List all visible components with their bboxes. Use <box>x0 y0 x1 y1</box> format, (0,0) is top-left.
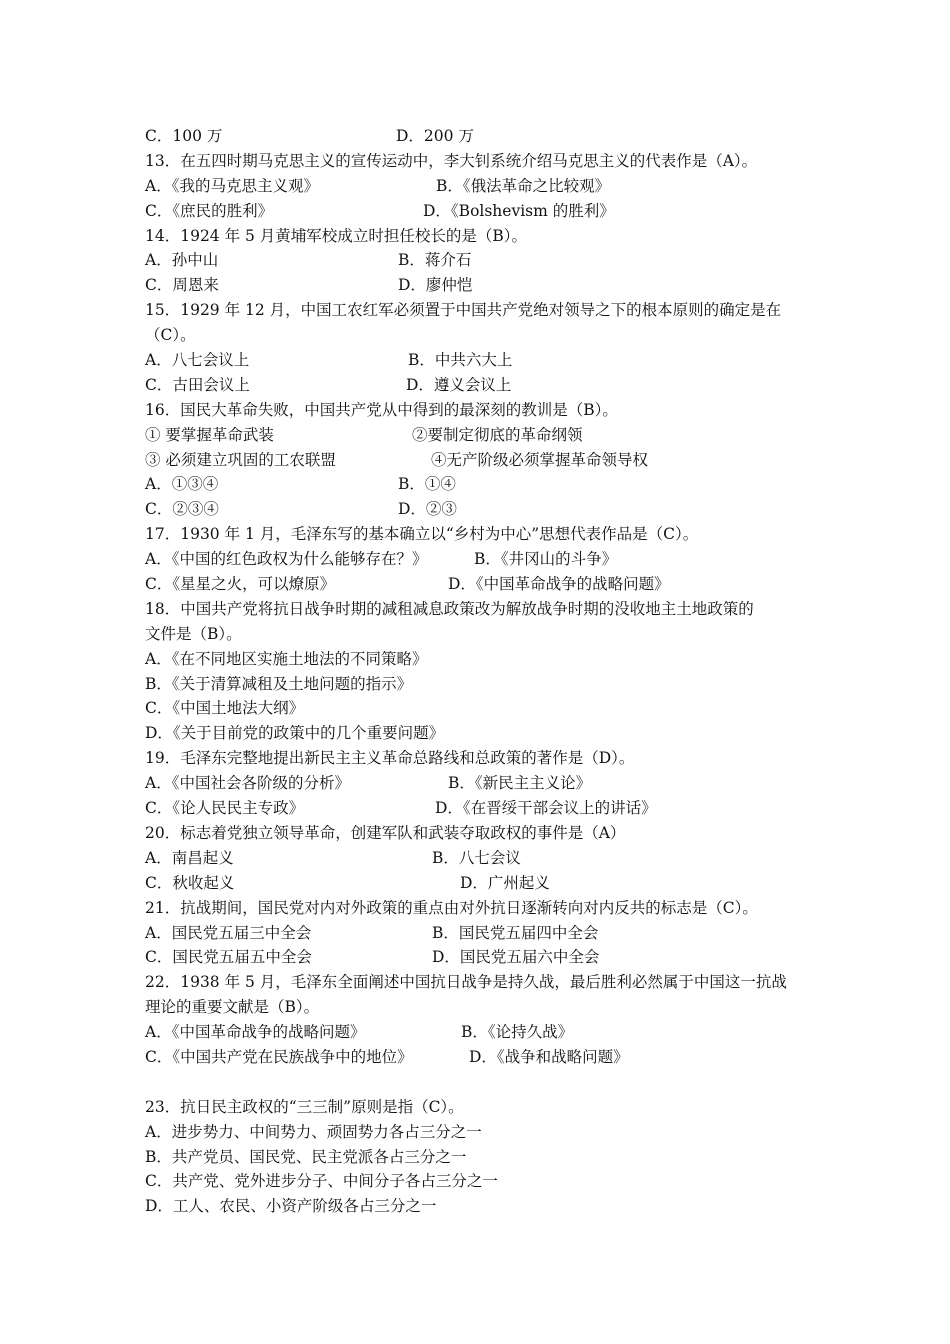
q16-options-row-2 <box>145 497 815 522</box>
q19-options-row-1 <box>145 771 815 796</box>
q13-options-row-2 <box>145 199 815 224</box>
q22-option-a: A．《中国革命战争的战略问题》 <box>145 1023 366 1042</box>
q15-option-b: B．中共六大上 <box>408 351 513 370</box>
q18-option-d: D．《关于目前党的政策中的几个重要问题》 <box>145 724 445 743</box>
q16-option-a: A．①③④ <box>145 475 219 494</box>
q15-option-c: C．古田会议上 <box>145 375 250 394</box>
q21-option-d: D．国民党五届六中全会 <box>432 948 600 967</box>
q22-options-row-1 <box>145 1020 815 1045</box>
q15-options-row-1 <box>145 348 815 373</box>
q19-option-a: A．《中国社会各阶级的分析》 <box>145 774 350 793</box>
q16-item-1: ① 要掌握革命武装 <box>145 425 274 444</box>
q17-option-a: A．《中国的红色政权为什么能够存在？》 <box>145 550 428 569</box>
q20-option-a: A．南昌起义 <box>145 848 234 867</box>
q21-option-c: C．国民党五届五中全会 <box>145 948 312 967</box>
q23-question: 23．抗日民主政权的“三三制”原则是指（C）。 <box>145 1097 464 1116</box>
q22-question-line-1: 22．1938 年 5 月，毛泽东全面阐述中国抗日战争是持久战，最后胜利必然属于中国这一抗战 <box>145 973 787 992</box>
q13-option-b: B．《俄法革命之比较观》 <box>436 176 611 195</box>
q20-options-row-2 <box>145 871 815 896</box>
q12-option-d: D．200 万 <box>396 127 474 145</box>
q16-option-d: D．②③ <box>398 500 457 519</box>
q19-option-b: B．《新民主主义论》 <box>448 774 592 793</box>
q13-question: 13．在五四时期马克思主义的宣传运动中，李大钊系统介绍马克思主义的代表作是（A）。 <box>145 151 758 170</box>
q19-option-d: D．《在晋绥干部会议上的讲话》 <box>435 799 657 818</box>
q15-options-row-2 <box>145 373 815 398</box>
q14-options-row-2 <box>145 273 815 298</box>
q18-option-b: B．《关于清算减租及土地问题的指示》 <box>145 674 413 693</box>
q15-option-a: A．八七会议上 <box>145 351 250 370</box>
q12-option-c: C．100 万 <box>145 127 223 145</box>
q13-option-d: D．《Bolshevism 的胜利》 <box>423 201 615 220</box>
q20-option-b: B．八七会议 <box>432 848 521 867</box>
q21-question: 21．抗战期间，国民党对内对外政策的重点由对外抗日逐渐转向对内反共的标志是（C）。 <box>145 898 758 917</box>
q23-option-c: C．共产党、党外进步分子、中间分子各占三分之一 <box>145 1172 498 1191</box>
q14-option-b: B．蒋介石 <box>398 251 472 270</box>
q23-option-a: A．进步势力、中间势力、顽固势力各占三分之一 <box>145 1122 482 1141</box>
q16-item-2: ②要制定彻底的革命纲领 <box>412 425 583 444</box>
document-page <box>145 124 815 1219</box>
q13-option-a: A．《我的马克思主义观》 <box>145 176 319 195</box>
q14-option-d: D．廖仲恺 <box>398 276 473 295</box>
q17-option-d: D．《中国革命战争的战略问题》 <box>448 575 670 594</box>
q15-question-line-1: 15．1929 年 12 月，中国工农红军必须置于中国共产党绝对领导之下的根本原则的确定是在 <box>145 301 782 320</box>
q22-option-c: C．《中国共产党在民族战争中的地位》 <box>145 1047 413 1066</box>
q20-option-d: D．广州起义 <box>460 873 550 892</box>
q22-option-d: D．《战争和战略问题》 <box>469 1047 629 1066</box>
q20-option-c: C．秋收起义 <box>145 873 235 892</box>
q16-item-3: ③ 必须建立巩固的工农联盟 <box>145 450 336 469</box>
q15-option-d: D．遵义会议上 <box>406 375 512 394</box>
q19-options-row-2 <box>145 796 815 821</box>
q20-question: 20．标志着党独立领导革命，创建军队和武装夺取政权的事件是（A） <box>145 823 626 842</box>
q17-option-b: B．《井冈山的斗争》 <box>474 550 618 569</box>
q21-options-row-1 <box>145 921 815 946</box>
q14-option-c: C．周恩来 <box>145 276 219 295</box>
q21-option-b: B．国民党五届四中全会 <box>432 923 599 942</box>
q16-option-c: C．②③④ <box>145 500 219 519</box>
q17-options-row-2 <box>145 572 815 597</box>
q14-option-a: A．孙中山 <box>145 251 219 270</box>
q21-options-row-2 <box>145 945 815 970</box>
q13-options-row-1 <box>145 174 815 199</box>
q18-question-line-1: 18．中国共产党将抗日战争时期的减租减息政策改为解放战争时期的没收地主土地政策的 <box>145 599 754 618</box>
q17-question: 17．1930 年 1 月，毛泽东写的基本确立以“乡村为中心”思想代表作品是（C）。 <box>145 525 699 544</box>
q16-item-4: ④无产阶级必须掌握革命领导权 <box>431 450 649 469</box>
q12-options-row <box>145 124 815 149</box>
q19-option-c: C．《论人民民主专政》 <box>145 799 305 818</box>
q16-items-row-2 <box>145 448 815 473</box>
q21-option-a: A．国民党五届三中全会 <box>145 923 312 942</box>
q16-items-row-1 <box>145 423 815 448</box>
q20-options-row-1 <box>145 846 815 871</box>
q22-options-row-2 <box>145 1045 815 1070</box>
q18-option-c: C．《中国土地法大纲》 <box>145 699 305 718</box>
q16-option-b: B．①④ <box>398 475 456 494</box>
q22-option-b: B．《论持久战》 <box>461 1023 574 1042</box>
q23-option-d: D．工人、农民、小资产阶级各占三分之一 <box>145 1197 437 1216</box>
q14-question: 14．1924 年 5 月黄埔军校成立时担任校长的是（B）。 <box>145 226 527 245</box>
q15-question-line-2: （C）。 <box>145 326 196 345</box>
q18-question-line-2: 文件是（B）。 <box>145 624 242 643</box>
q19-question: 19．毛泽东完整地提出新民主主义革命总路线和总政策的著作是（D）。 <box>145 749 635 768</box>
q18-option-a: A．《在不同地区实施土地法的不同策略》 <box>145 649 428 668</box>
q13-option-c: C．《庶民的胜利》 <box>145 201 274 220</box>
blank-line <box>145 1070 815 1095</box>
q22-question-line-2: 理论的重要文献是（B）。 <box>145 998 320 1017</box>
q16-options-row-1 <box>145 472 815 497</box>
q17-option-c: C．《星星之火，可以燎原》 <box>145 575 336 594</box>
q23-option-b: B．共产党员、国民党、民主党派各占三分之一 <box>145 1147 467 1166</box>
q17-options-row-1 <box>145 547 815 572</box>
q14-options-row-1 <box>145 248 815 273</box>
q16-question: 16．国民大革命失败，中国共产党从中得到的最深刻的教训是（B）。 <box>145 400 618 419</box>
